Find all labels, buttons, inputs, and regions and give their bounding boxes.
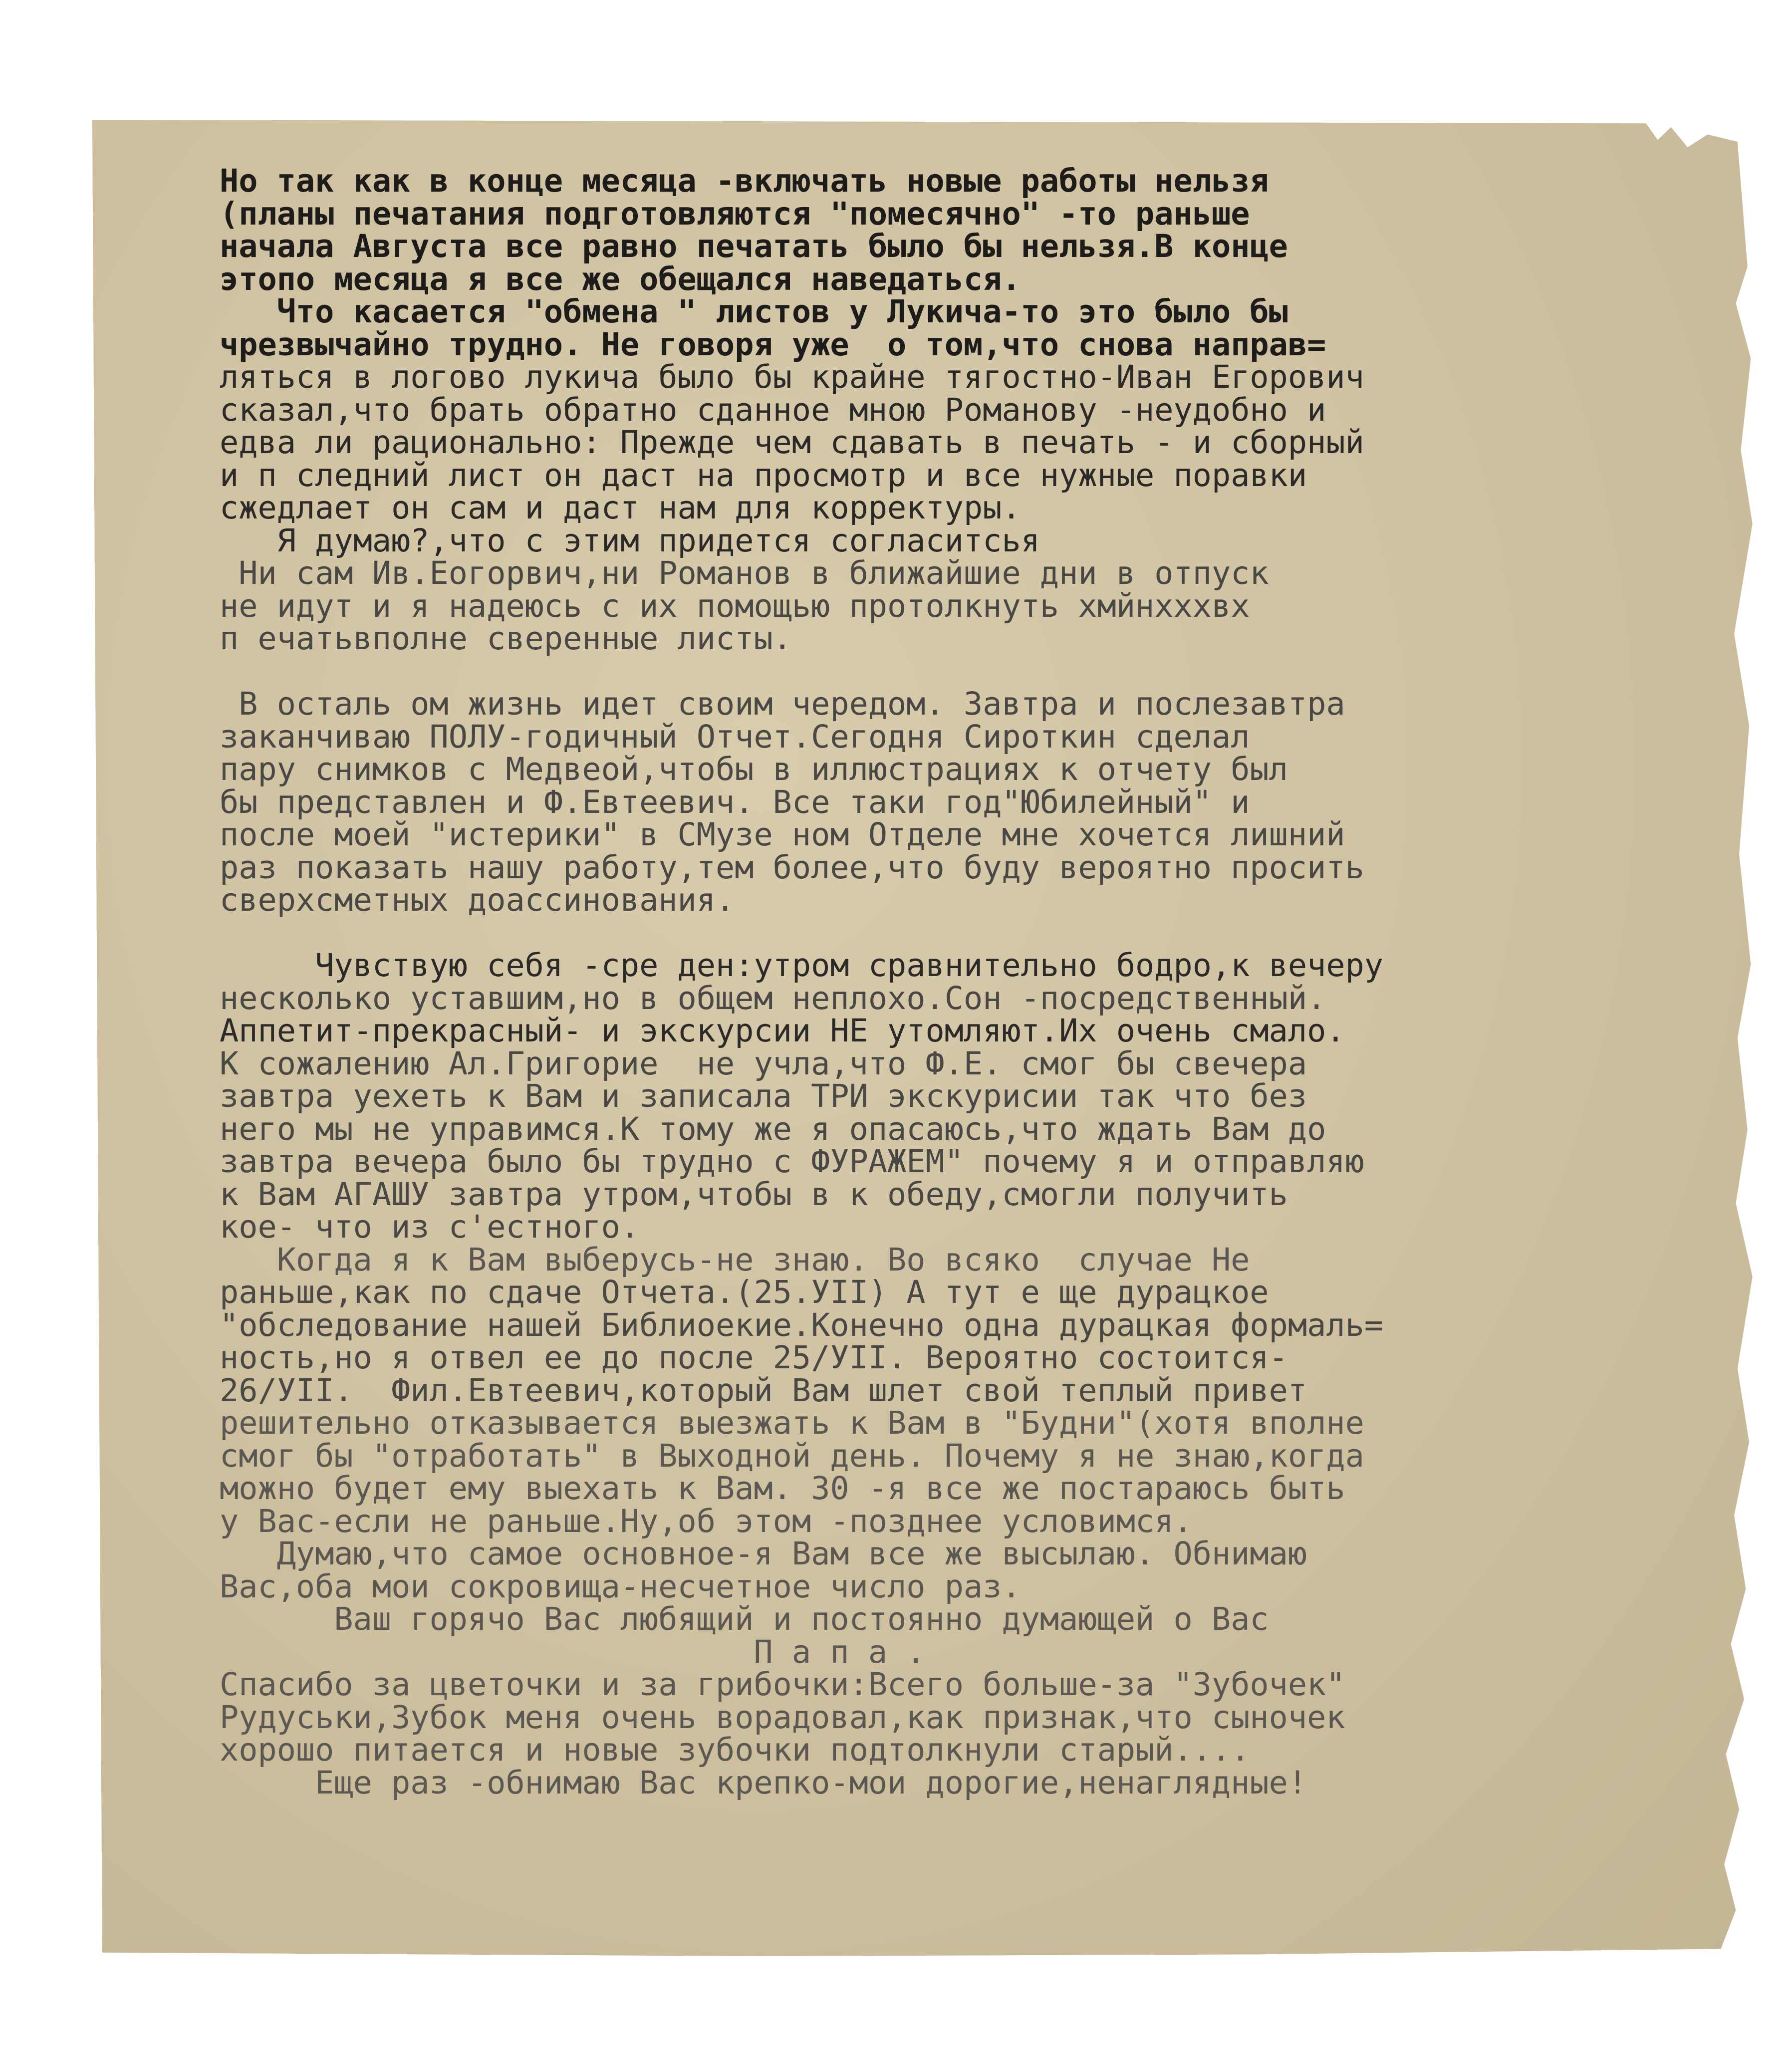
text-line: чрезвычайно трудно. Не говоря уже о том,что снова направ= <box>220 325 1326 363</box>
text-line: смог бы "отработать" в Выходной день. Почему я не знаю,когда <box>220 1437 1364 1474</box>
text-line: едва ли рационально: Прежде чем сдавать в печать - и сборный <box>220 424 1364 461</box>
text-line: бы представлен и Ф.Евтеевич. Все таки год"Юбилейный" и <box>220 783 1250 820</box>
text-line: пару снимков с Медвеой,чтобы в иллюстрациях к отчету был <box>220 751 1288 787</box>
text-line: после моей "истерики" в СМузе ном Отделе мне хочется лишний <box>220 816 1345 853</box>
text-line: завтра вечера было бы трудно с ФУРАЖЕМ" почему я и отправляю <box>220 1143 1364 1180</box>
paragraph-5 <box>220 949 1697 1244</box>
paragraph-2 <box>220 295 1697 524</box>
paragraph-3 <box>220 521 1697 657</box>
text-line: раз показать нашу работу,тем более,что буду вероятно просить <box>220 848 1364 886</box>
text-line: 26/УII. Фил.Евтеевич,который Вам шлет свой теплый привет <box>220 1371 1307 1409</box>
text-line: несколько уставшим,но в общем неплохо.Сон -посредственный. <box>220 979 1326 1017</box>
text-line: (планы печатания подготовляются "помесячно" -то раньше <box>220 195 1250 232</box>
text-line: решительно отказывается выезжать к Вам в "Будни"(хотя вполне <box>220 1404 1364 1441</box>
paragraph-4 <box>220 685 1697 918</box>
text-line: Аппетит-прекрасный- и экскурсии НЕ утомляют.Их очень смало. <box>220 1012 1345 1049</box>
text-line: завтра уехеть к Вам и записала ТРИ экскурисии так что без <box>220 1077 1307 1114</box>
text-line: "обследование нашей Библиоекие.Конечно одна дурацкая формаль= <box>220 1306 1384 1343</box>
paragraph-gap <box>220 655 1697 688</box>
text-line: Спасибо за цветочки и за грибочки:Всего больше-за "Зубочек" <box>220 1666 1345 1703</box>
text-line: начала Августа все равно печатать было бы нельзя.В конце <box>220 228 1288 264</box>
text-line: него мы не управимся.К тому же я опасаюсь,что ждать Вам до <box>220 1110 1326 1147</box>
text-line: кое- что из с'естного. <box>220 1208 640 1245</box>
closing-line: Ваш горячо Вас любящий и постоянно думающей о Вас <box>220 1600 1269 1637</box>
text-line: заканчиваю ПОЛУ-годичный Отчет.Сегодня Сироткин сделал <box>220 718 1250 755</box>
text-line: В осталь ом жизнь идет своим чередом. Завтра и послезавтра <box>220 685 1345 722</box>
text-line: Что касается "обмена " листов у Лукича-то это было бы <box>220 293 1288 330</box>
typewritten-letter <box>220 162 1697 1801</box>
paragraph-7 <box>220 1537 1697 1668</box>
text-line: у Вас-если не раньше.Ну,об этом -позднее условимся. <box>220 1502 1193 1539</box>
text-line: Рудуськи,Зубок меня очень ворадовал,как признак,что сыночек <box>220 1698 1345 1736</box>
text-line: раньше,как по сдаче Отчета.(25.УII) А тут е ще дурацкое <box>220 1274 1269 1310</box>
text-line: сказал,что брать обратно сданное мною Романову -неудобно и <box>220 391 1326 428</box>
paragraph-1 <box>220 162 1697 297</box>
paragraph-6 <box>220 1241 1697 1539</box>
text-line: сверхсметных доассинования. <box>220 881 735 918</box>
text-line: п ечатьвполне сверенные листы. <box>220 620 792 657</box>
text-line: к Вам АГАШУ завтра утром,чтобы в к обеду,смогли получить <box>220 1175 1288 1213</box>
text-line: хорошо питается и новые зубочки подтолкнули старый.... <box>220 1731 1250 1768</box>
text-line: Чувствую себя -сре ден:утром сравнительно бодро,к вечеру <box>220 947 1384 984</box>
text-line: Я думаю?,что с этим придется согласитсья <box>220 521 1040 559</box>
paragraph-gap <box>220 917 1697 950</box>
postscript <box>220 1668 1697 1799</box>
text-line: Еще раз -обнимаю Вас крепко-мои дорогие,ненаглядные! <box>220 1764 1307 1801</box>
text-line: можно будет ему выехать к Вам. 30 -я все же постараюсь быть <box>220 1470 1345 1507</box>
text-line: Думаю,что самое основное-я Вам все же высылаю. Обнимаю <box>220 1535 1307 1572</box>
text-line: ляться в логово лукича было бы крайне тягостно-Иван Егорович <box>220 358 1364 395</box>
text-line: ность,но я отвел ее до после 25/УII. Вероятно состоится- <box>220 1339 1288 1376</box>
text-line: этопо месяца я все же обещался наведаться. <box>220 260 1021 297</box>
text-line: Ни сам Ив.Еогорвич,ни Романов в ближайшие дни в отпуск <box>220 554 1269 591</box>
text-line: Вас,оба мои сокровища-несчетное число раз. <box>220 1567 1021 1605</box>
text-line: и п следний лист он даст на просмотр и все нужные поравки <box>220 456 1307 494</box>
text-line: сжедлает он сам и даст нам для корректуры. <box>220 489 1021 526</box>
text-line: Когда я к Вам выберусь-не знаю. Во всяко случае Не <box>220 1241 1250 1278</box>
text-line: Но так как в конце месяца -включать новые работы нельзя <box>220 162 1269 199</box>
text-line: не идут и я надеюсь с их помощью протолкнуть хмйнхххвх <box>220 587 1250 624</box>
text-line: К сожалению Ал.Григорие не учла,что Ф.Е. смог бы свечера <box>220 1044 1307 1082</box>
signature: П а п а . <box>220 1633 926 1670</box>
